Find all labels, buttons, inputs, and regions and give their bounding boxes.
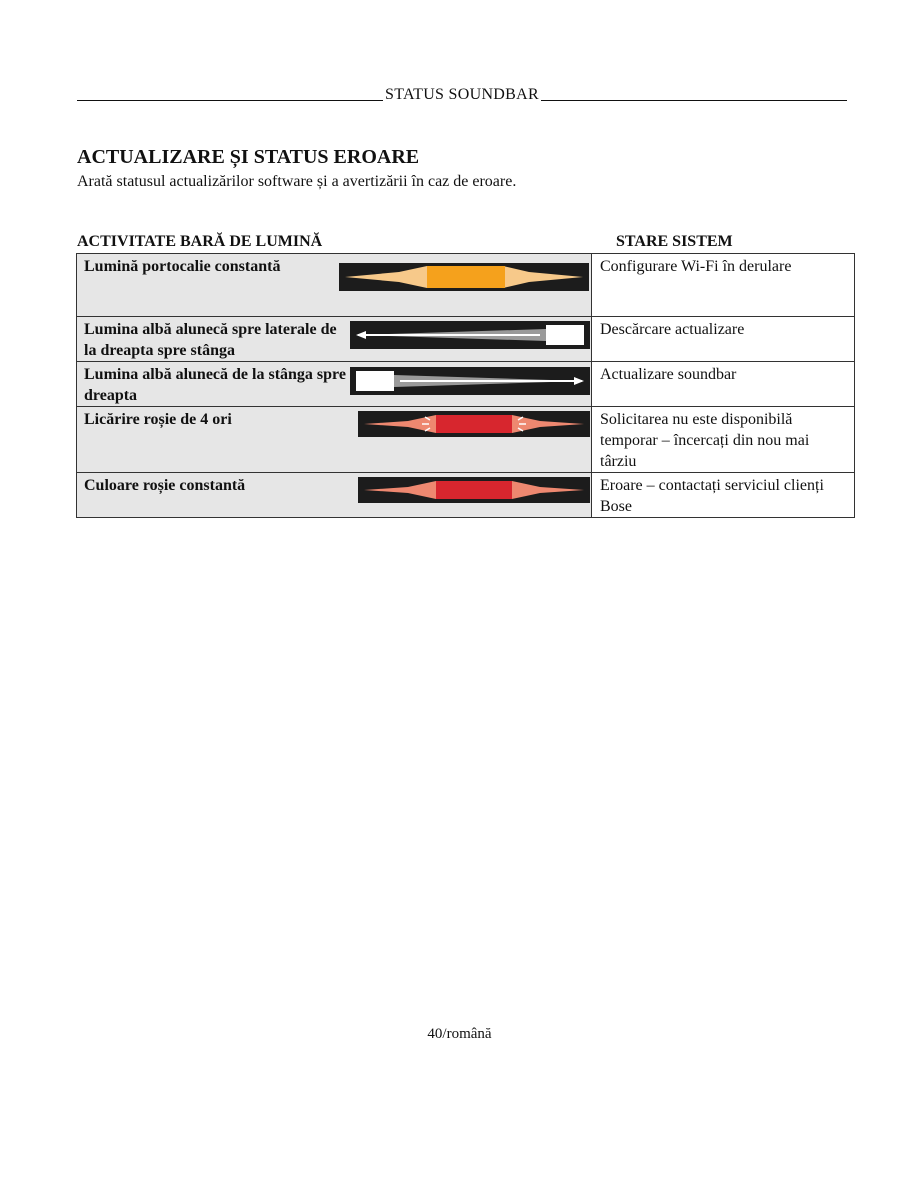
activity-label: Lumina albă alunecă de la stânga spre dreapta [84, 366, 346, 404]
activity-cell [77, 254, 592, 317]
table-row [77, 254, 855, 317]
white-slide-left-light-bar-icon [350, 321, 590, 349]
state-cell: Actualizare soundbar [592, 362, 855, 407]
running-header [77, 86, 847, 104]
red-solid-light-bar-icon [358, 477, 590, 503]
column-header-activity: ACTIVITATE BARĂ DE LUMINĂ [77, 233, 323, 250]
table-row [77, 407, 855, 473]
header-rule-right [541, 100, 847, 101]
table-row [77, 473, 855, 518]
section-description: Arată statusul actualizărilor software și a avertizării în caz de eroare. [77, 173, 517, 190]
column-header-state: STARE SISTEM [616, 233, 733, 250]
activity-label: Lumina albă alunecă spre laterale de la dreapta spre stânga [84, 321, 337, 359]
white-slide-right-light-bar-icon [350, 367, 590, 395]
running-title: STATUS SOUNDBAR [385, 86, 539, 103]
status-table [76, 253, 855, 518]
activity-cell [77, 362, 592, 407]
activity-label: Licărire roșie de 4 ori [84, 411, 232, 428]
red-blink-light-bar-icon [358, 411, 590, 437]
state-cell: Configurare Wi-Fi în derulare [592, 254, 855, 317]
page-number: 40/română [427, 1026, 492, 1042]
activity-label: Lumină portocalie constantă [84, 258, 281, 275]
table-row [77, 317, 855, 362]
orange-light-bar-icon [339, 263, 589, 291]
table-row [77, 362, 855, 407]
state-cell: Eroare – contactați serviciul clienți Bose [592, 473, 855, 518]
activity-cell [77, 317, 592, 362]
state-cell: Solicitarea nu este disponibilă temporar – încercați din nou mai târziu [592, 407, 855, 473]
activity-cell [77, 407, 592, 473]
header-rule-left [77, 100, 383, 101]
activity-label: Culoare roșie constantă [84, 477, 246, 494]
section-title: ACTUALIZARE ȘI STATUS EROARE [77, 146, 420, 168]
activity-cell [77, 473, 592, 518]
state-cell: Descărcare actualizare [592, 317, 855, 362]
